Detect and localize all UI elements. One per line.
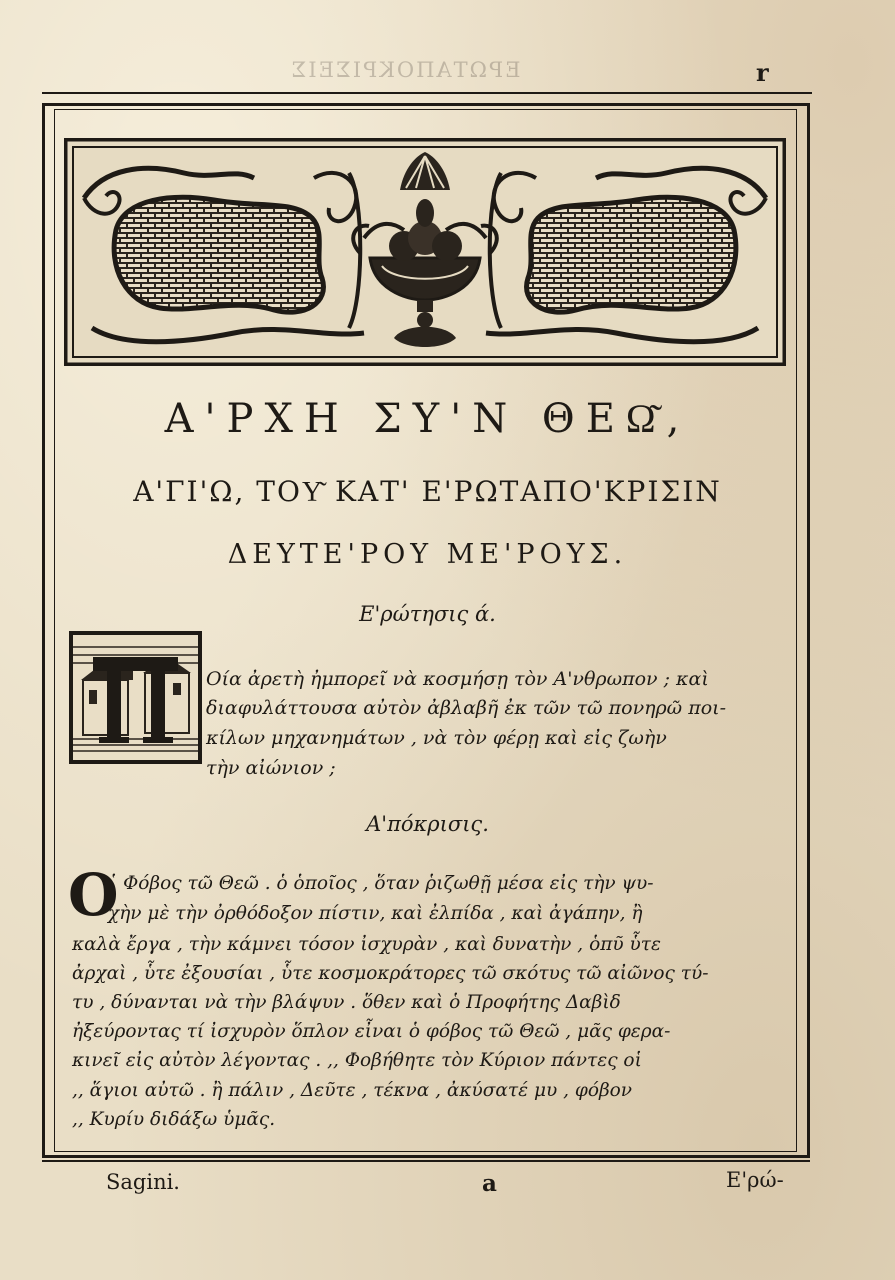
answer-line-5: τυ , δύνανται νὰ τὴν βλάψυν . ὅθεν καὶ ὁ Προφήτης Δαβὶδ — [72, 992, 621, 1013]
question-line-4: τὴν αἰώνιον ; — [206, 757, 336, 779]
answer-line-3: καλὰ ἔργα , τὴν κάμνει τόσον ἰσχυρὰν , καὶ δυνατὴν , ὁπῦ ὗτε — [72, 934, 661, 955]
bleed-through-running-head: ΕΡΩΤΑΠΟΚΡΙΣΕΙΣ — [289, 58, 521, 82]
answer-line-8: ,, ἅγιοι αὐτῶ . ἢ πάλιν , Δεῦτε , τέκνα , ἀκύσατέ μυ , φόβον — [72, 1080, 633, 1101]
title-line-1: Α'ΡΧΗ ΣΥ'Ν ΘΕΩ͂, — [164, 396, 691, 442]
answer-heading: Α'πόκρισις. — [366, 812, 489, 836]
top-rule — [42, 92, 812, 94]
bottom-rule — [42, 1160, 810, 1162]
footer-left-signature: Sagini. — [106, 1170, 180, 1194]
woodcut-initial-letter — [69, 631, 202, 764]
answer-line-9: ,, Κυρίυ διδάξω ὑμᾶς. — [72, 1109, 276, 1130]
title-line-2: Α'ΓΙ'Ω, ΤΟΥ͂ ΚΑΤ' Ε'ΡΩΤΑΠΟ'ΚΡΙΣΙΝ — [133, 475, 722, 508]
answer-line-7: κινεῖ εἰς αὐτὸν λέγοντας . ,, Φοβήθητε τὸν Κύριον πάντες οἱ — [72, 1050, 642, 1071]
question-line-2: διαφυλάττουσα αὐτὸν ἀβλαβῆ ἐκ τῶν τῶ πονηρῶ ποι- — [206, 697, 727, 719]
question-line-3: κίλων μηχανημάτων , νὰ τὸν φέρῃ καὶ εἰς ζωὴν — [206, 727, 667, 749]
question-line-1: Οία ἀρετὴ ἠμπορεῖ νὰ κοσμήσῃ τὸν Α'νθρωπον ; καὶ — [206, 668, 709, 690]
answer-line-1: ῾ Φόβος τῶ Θεῶ . ὁ ὁποῖος , ὅταν ῥιζωθῇ μέσα εἰς τὴν ψυ- — [108, 873, 654, 894]
answer-drop-initial: O — [68, 861, 119, 929]
woodcut-headpiece-ornament — [64, 138, 786, 366]
footer-gathering-mark: a — [482, 1170, 497, 1197]
answer-line-6: ἠξεύροντας τί ἰσχυρὸν ὅπλον εἶναι ὁ φόβος τῶ Θεῶ , μᾶς φερα- — [72, 1021, 671, 1042]
title-line-3: ΔΕΥΤΕ'ΡΟΥ ΜΕ'ΡΟΥΣ. — [227, 539, 628, 570]
question-heading: Ε'ρώτησις ά. — [359, 602, 496, 626]
footer-catchword: Ε'ρώ- — [726, 1168, 784, 1192]
signature-mark: r — [756, 58, 769, 87]
answer-line-2: χὴν μὲ τὴν ὀρθόδοξον πίστιν, καὶ ἐλπίδα , καὶ ἀγάπην, ἢ — [108, 903, 643, 924]
answer-line-4: ἀρχαὶ , ὗτε ἐξουσίαι , ὗτε κοσμοκράτορες τῶ σκότυς τῶ αἰῶνος τύ- — [72, 963, 709, 984]
